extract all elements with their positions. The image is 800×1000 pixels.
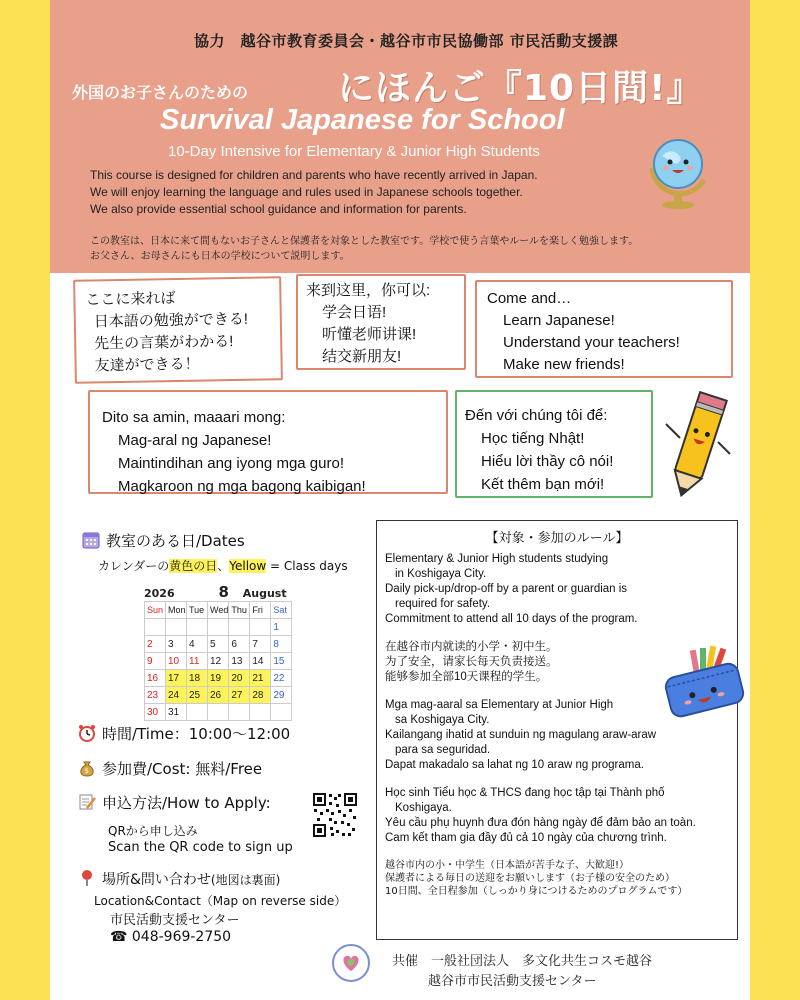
rule-line: 越谷市内の小・中学生（日本語が苦手な子、大歓迎!） — [385, 860, 630, 871]
cohost-line-2: 越谷市市民活動支援センター — [428, 974, 597, 989]
rule-line: Commitment to attend all 10 days of the program. — [385, 613, 638, 625]
rule-line: Daily pick-up/drop-off by a parent or guardian is — [385, 583, 628, 595]
message-line: Maintindihan ang iyong mga guro! — [118, 455, 344, 472]
message-line: Come and… — [487, 290, 572, 307]
calendar-day: 26 — [208, 687, 229, 704]
pencil-case-mascot-icon — [660, 642, 750, 718]
calendar-day — [250, 619, 271, 636]
message-line: Understand your teachers! — [503, 334, 680, 351]
qr-instruction-en: Scan the QR code to sign up — [108, 840, 293, 855]
message-line: 结交新朋友! — [322, 348, 402, 365]
message-box-vietnamese — [455, 390, 653, 498]
calendar-week — [145, 636, 292, 653]
calendar-day: 24 — [166, 687, 187, 704]
description-en — [90, 167, 650, 218]
calendar-day — [208, 704, 229, 721]
calendar-weekday-row — [145, 602, 292, 619]
message-box-japanese — [73, 276, 283, 384]
calendar-day: 2 — [145, 636, 166, 653]
calendar-week — [145, 619, 292, 636]
calendar-day: 21 — [250, 670, 271, 687]
place-heading: 場所&問い合わせ — [102, 872, 211, 888]
message-line: 来到这里，你可以: — [306, 282, 431, 299]
rule-line: Dapat makadalo sa lahat ng 10 araw ng programa. — [385, 759, 644, 771]
rule-line: Yêu cầu phụ huynh đưa đón hàng ngày để đảm bảo an toàn. — [385, 817, 696, 829]
description-jp — [90, 234, 740, 264]
calendar-day: 5 — [208, 636, 229, 653]
message-box-chinese — [296, 274, 466, 370]
organization-logo — [332, 944, 370, 982]
place-info — [78, 869, 280, 889]
calendar-day: 3 — [166, 636, 187, 653]
calendar-day — [145, 619, 166, 636]
cost-text: 参加費/Cost: 無料/Free — [102, 760, 263, 778]
rule-line-continued: required for safety. — [395, 598, 491, 610]
legend-highlight-jp: 黄色の日 — [169, 559, 218, 573]
calendar-weekday: Mon — [166, 602, 187, 619]
rule-line: 保護者による毎日の送迎をお願いします（お子様の安全のため） — [385, 873, 675, 884]
cohost-line: 共催 一般社団法人 多文化共生コスモ越谷 — [392, 954, 653, 969]
calendar-weekday: Tue — [187, 602, 208, 619]
calendar-day: 25 — [187, 687, 208, 704]
rule-line-continued: sa Koshigaya City. — [395, 714, 490, 726]
calendar-year: 2026 — [144, 587, 175, 600]
message-box-tagalog — [88, 390, 448, 494]
message-line: 学会日语! — [322, 304, 387, 321]
title-jp: にほんご『10日間!』 — [338, 68, 704, 109]
message-line: Kết thêm bạn mới! — [481, 476, 605, 493]
calendar-day — [166, 619, 187, 636]
rule-line-continued: Koshigaya. — [395, 802, 452, 814]
message-line: 听懂老师讲课! — [322, 326, 417, 343]
rule-line: Mga mag-aaral sa Elementary at Junior High — [385, 699, 614, 711]
description-en-line: This course is designed for children and parents who have recently arrived in Japan. — [90, 168, 538, 182]
dates-heading-label: 教室のある日/Dates — [106, 532, 245, 550]
money-bag-icon — [78, 759, 96, 777]
message-line: Hiểu lời thầy cô nói! — [481, 453, 614, 470]
rule-line: 为了安全，请家长每天负责接送。 — [385, 656, 558, 668]
message-line: 日本語の勉強ができる! — [93, 310, 249, 331]
calendar-day: 14 — [250, 653, 271, 670]
calendar-legend — [98, 557, 348, 574]
description-en-line: We will enjoy learning the language and rules used in Japanese schools together. — [90, 185, 523, 199]
calendar-day: 16 — [145, 670, 166, 687]
map-pin-icon — [78, 869, 96, 887]
cooperation-text: 協力 越谷市教育委員会・越谷市市民協働部 市民活動支援課 — [194, 32, 619, 50]
calendar-day: 4 — [187, 636, 208, 653]
calendar-day: 30 — [145, 704, 166, 721]
calendar-week — [145, 687, 292, 704]
rules-vietnamese — [385, 786, 729, 846]
time-info — [78, 723, 290, 744]
calendar-day: 15 — [271, 653, 292, 670]
legend-highlight-en: Yellow — [229, 559, 267, 573]
calendar-day: 17 — [166, 670, 187, 687]
calendar-weekday: Wed — [208, 602, 229, 619]
rule-line: Học sinh Tiểu học & THCS đang học tập tại Thành phố — [385, 787, 665, 799]
rules-box — [376, 520, 738, 940]
calendar-grid — [144, 601, 292, 721]
message-line: Mag-aral ng Japanese! — [118, 432, 272, 449]
calendar-day: 27 — [229, 687, 250, 704]
legend-separator: 、 — [217, 559, 230, 573]
calendar-day: 12 — [208, 653, 229, 670]
apply-info — [78, 792, 271, 813]
description-en-line: We also provide essential school guidance and information for parents. — [90, 202, 467, 216]
message-line: Đến với chúng tôi để: — [465, 407, 608, 424]
rule-line: 在越谷市内就读的小学・初中生。 — [385, 641, 558, 653]
rule-line: Cam kết tham gia đầy đủ cả 10 ngày của chương trình. — [385, 832, 667, 844]
rule-line-continued: in Koshigaya City. — [395, 568, 487, 580]
place-subheading: Location&Contact（Map on reverse side） — [94, 894, 347, 908]
calendar-day: 22 — [271, 670, 292, 687]
calendar-day: 29 — [271, 687, 292, 704]
rules-title: 【対象・参加のルール】 — [485, 531, 629, 546]
calendar-day — [229, 619, 250, 636]
calendar-day: 28 — [250, 687, 271, 704]
place-heading-note: (地図は裏面) — [210, 873, 281, 887]
calendar-weekday: Sun — [145, 602, 166, 619]
calendar-day: 6 — [229, 636, 250, 653]
calendar-week — [145, 670, 292, 687]
calendar-day: 23 — [145, 687, 166, 704]
calendar-weekday: Thu — [229, 602, 250, 619]
rule-line-continued: para sa seguridad. — [395, 744, 491, 756]
header-banner — [50, 0, 750, 273]
cost-info — [78, 758, 262, 779]
calendar-day: 20 — [229, 670, 250, 687]
alarm-clock-icon — [78, 724, 96, 742]
calendar-icon — [82, 531, 100, 549]
message-line: Make new friends! — [503, 356, 625, 373]
qr-code[interactable] — [312, 792, 358, 838]
calendar-day: 19 — [208, 670, 229, 687]
phone-number[interactable]: ☎ 048-969-2750 — [110, 929, 232, 945]
qr-instruction-jp: QRから申し込み — [108, 824, 198, 838]
flyer-sheet — [50, 0, 750, 1000]
message-line: Learn Japanese! — [503, 312, 615, 329]
calendar-day — [271, 704, 292, 721]
message-line: 先生の言葉がわかる! — [94, 333, 234, 353]
subtitle-en: 10-Day Intensive for Elementary & Junior High Students — [168, 143, 540, 160]
message-line: Học tiếng Nhật! — [481, 430, 585, 447]
dates-heading — [82, 530, 245, 551]
rules-japanese — [385, 859, 729, 898]
time-text: 時間/Time：10:00～12:00 — [102, 725, 291, 743]
calendar-day: 8 — [271, 636, 292, 653]
calendar-weekday: Fri — [250, 602, 271, 619]
globe-mascot-icon — [640, 128, 720, 210]
calendar-weekday: Sat — [271, 602, 292, 619]
calendar-day: 11 — [187, 653, 208, 670]
calendar-day: 18 — [187, 670, 208, 687]
calendar-month: 8 — [218, 583, 229, 601]
calendar-week — [145, 653, 292, 670]
description-jp-line: お父さん、お母さんにも日本の学校について説明します。 — [90, 251, 350, 262]
calendar-day — [229, 704, 250, 721]
calendar-week — [145, 704, 292, 721]
calendar-day: 9 — [145, 653, 166, 670]
message-box-english — [475, 280, 733, 378]
legend-text-en: = Class days — [266, 559, 348, 573]
calendar-day: 10 — [166, 653, 187, 670]
rule-line: Kailangang ihatid at sunduin ng magulang araw-araw — [385, 729, 657, 741]
description-jp-line: この教室は、日本に来て間もないお子さんと保護者を対象とした教室です。学校で使う言葉やルールを楽しく勉強します。 — [90, 236, 639, 247]
rule-line: 能够参加全部10天课程的学生。 — [385, 671, 548, 683]
svg-text:$: $ — [84, 767, 89, 775]
calendar-day: 31 — [166, 704, 187, 721]
calendar-day: 1 — [271, 619, 292, 636]
message-line: ここに来れば — [85, 290, 176, 309]
title-en: Survival Japanese for School — [160, 104, 565, 136]
calendar-body — [145, 619, 292, 721]
place-organization: 市民活動支援センター — [110, 913, 240, 928]
message-line: Dito sa amin, maaari mong: — [102, 409, 286, 426]
calendar-day — [208, 619, 229, 636]
rule-line: 10日間、全日程参加（しっかり身につけるためのプログラムです） — [385, 886, 688, 897]
subtitle-jp: 外国のお子さんのための — [72, 83, 249, 102]
legend-text: カレンダーの — [98, 559, 170, 573]
calendar-header — [144, 583, 287, 601]
calendar-day — [187, 619, 208, 636]
rule-line: Elementary & Junior High students studying — [385, 553, 609, 565]
pencil-mascot-icon — [658, 384, 738, 504]
calendar-day: 7 — [250, 636, 271, 653]
calendar-day: 13 — [229, 653, 250, 670]
calendar-month-name: August — [242, 587, 287, 600]
apply-heading: 申込方法/How to Apply: — [102, 794, 271, 812]
message-line: Magkaroon ng mga bagong kaibigan! — [118, 478, 366, 495]
message-line: 友達ができる！ — [94, 355, 200, 375]
rules-english — [385, 552, 729, 627]
memo-pencil-icon — [78, 793, 96, 811]
calendar-day — [187, 704, 208, 721]
calendar-day — [250, 704, 271, 721]
